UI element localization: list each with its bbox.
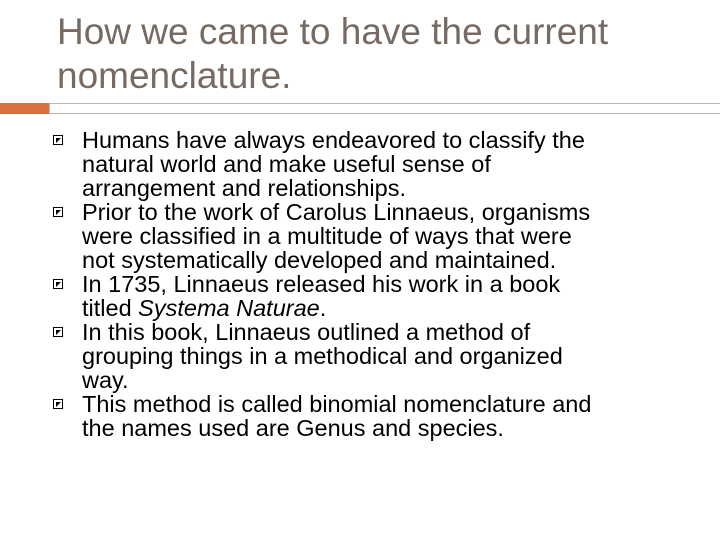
bullet-line: arrangement and relationships. bbox=[82, 175, 406, 201]
bullet-line: were classified in a multitude of ways that were bbox=[82, 223, 572, 249]
bullet-text bbox=[82, 320, 703, 392]
bullet-line: way. bbox=[82, 367, 129, 393]
bullet-line: In this book, Linnaeus outlined a method of bbox=[82, 319, 531, 345]
title-divider-frame bbox=[49, 103, 720, 114]
square-bullet-icon bbox=[53, 135, 63, 145]
bullet-line: not systematically developed and maintained. bbox=[82, 247, 557, 273]
square-bullet-icon bbox=[53, 279, 63, 289]
bullet-line: Humans have always endeavored to classify the bbox=[82, 127, 585, 153]
bullet-line-suffix: . bbox=[319, 295, 327, 321]
accent-bar bbox=[0, 103, 49, 114]
square-bullet-icon bbox=[53, 327, 63, 337]
bullet-text bbox=[82, 392, 703, 440]
bullet-item bbox=[53, 272, 703, 320]
slide-title-line-1: How we came to have the current bbox=[57, 11, 609, 52]
book-title: Systema Naturae bbox=[138, 295, 320, 321]
bullet-list bbox=[53, 128, 703, 440]
bullet-line-prefix: titled bbox=[82, 295, 139, 321]
bullet-text bbox=[82, 272, 703, 320]
bullet-item bbox=[53, 320, 703, 392]
bullet-item bbox=[53, 128, 703, 200]
square-bullet-icon bbox=[53, 399, 63, 409]
bullet-line: This method is called binomial nomenclature and bbox=[82, 391, 592, 417]
bullet-line bbox=[82, 296, 703, 320]
bullet-line: the names used are Genus and species. bbox=[82, 415, 504, 441]
bullet-line: grouping things in a methodical and organized bbox=[82, 343, 563, 369]
bullet-item bbox=[53, 200, 703, 272]
square-bullet-icon bbox=[53, 207, 63, 217]
bullet-item bbox=[53, 392, 703, 440]
bullet-line: natural world and make useful sense of bbox=[82, 151, 491, 177]
slide-title-line-2: nomenclature. bbox=[57, 55, 292, 96]
bullet-text bbox=[82, 128, 703, 200]
slide-title bbox=[57, 10, 697, 98]
bullet-line: Prior to the work of Carolus Linnaeus, organisms bbox=[82, 199, 591, 225]
bullet-text bbox=[82, 200, 703, 272]
bullet-line: In 1735, Linnaeus released his work in a book bbox=[82, 271, 561, 297]
